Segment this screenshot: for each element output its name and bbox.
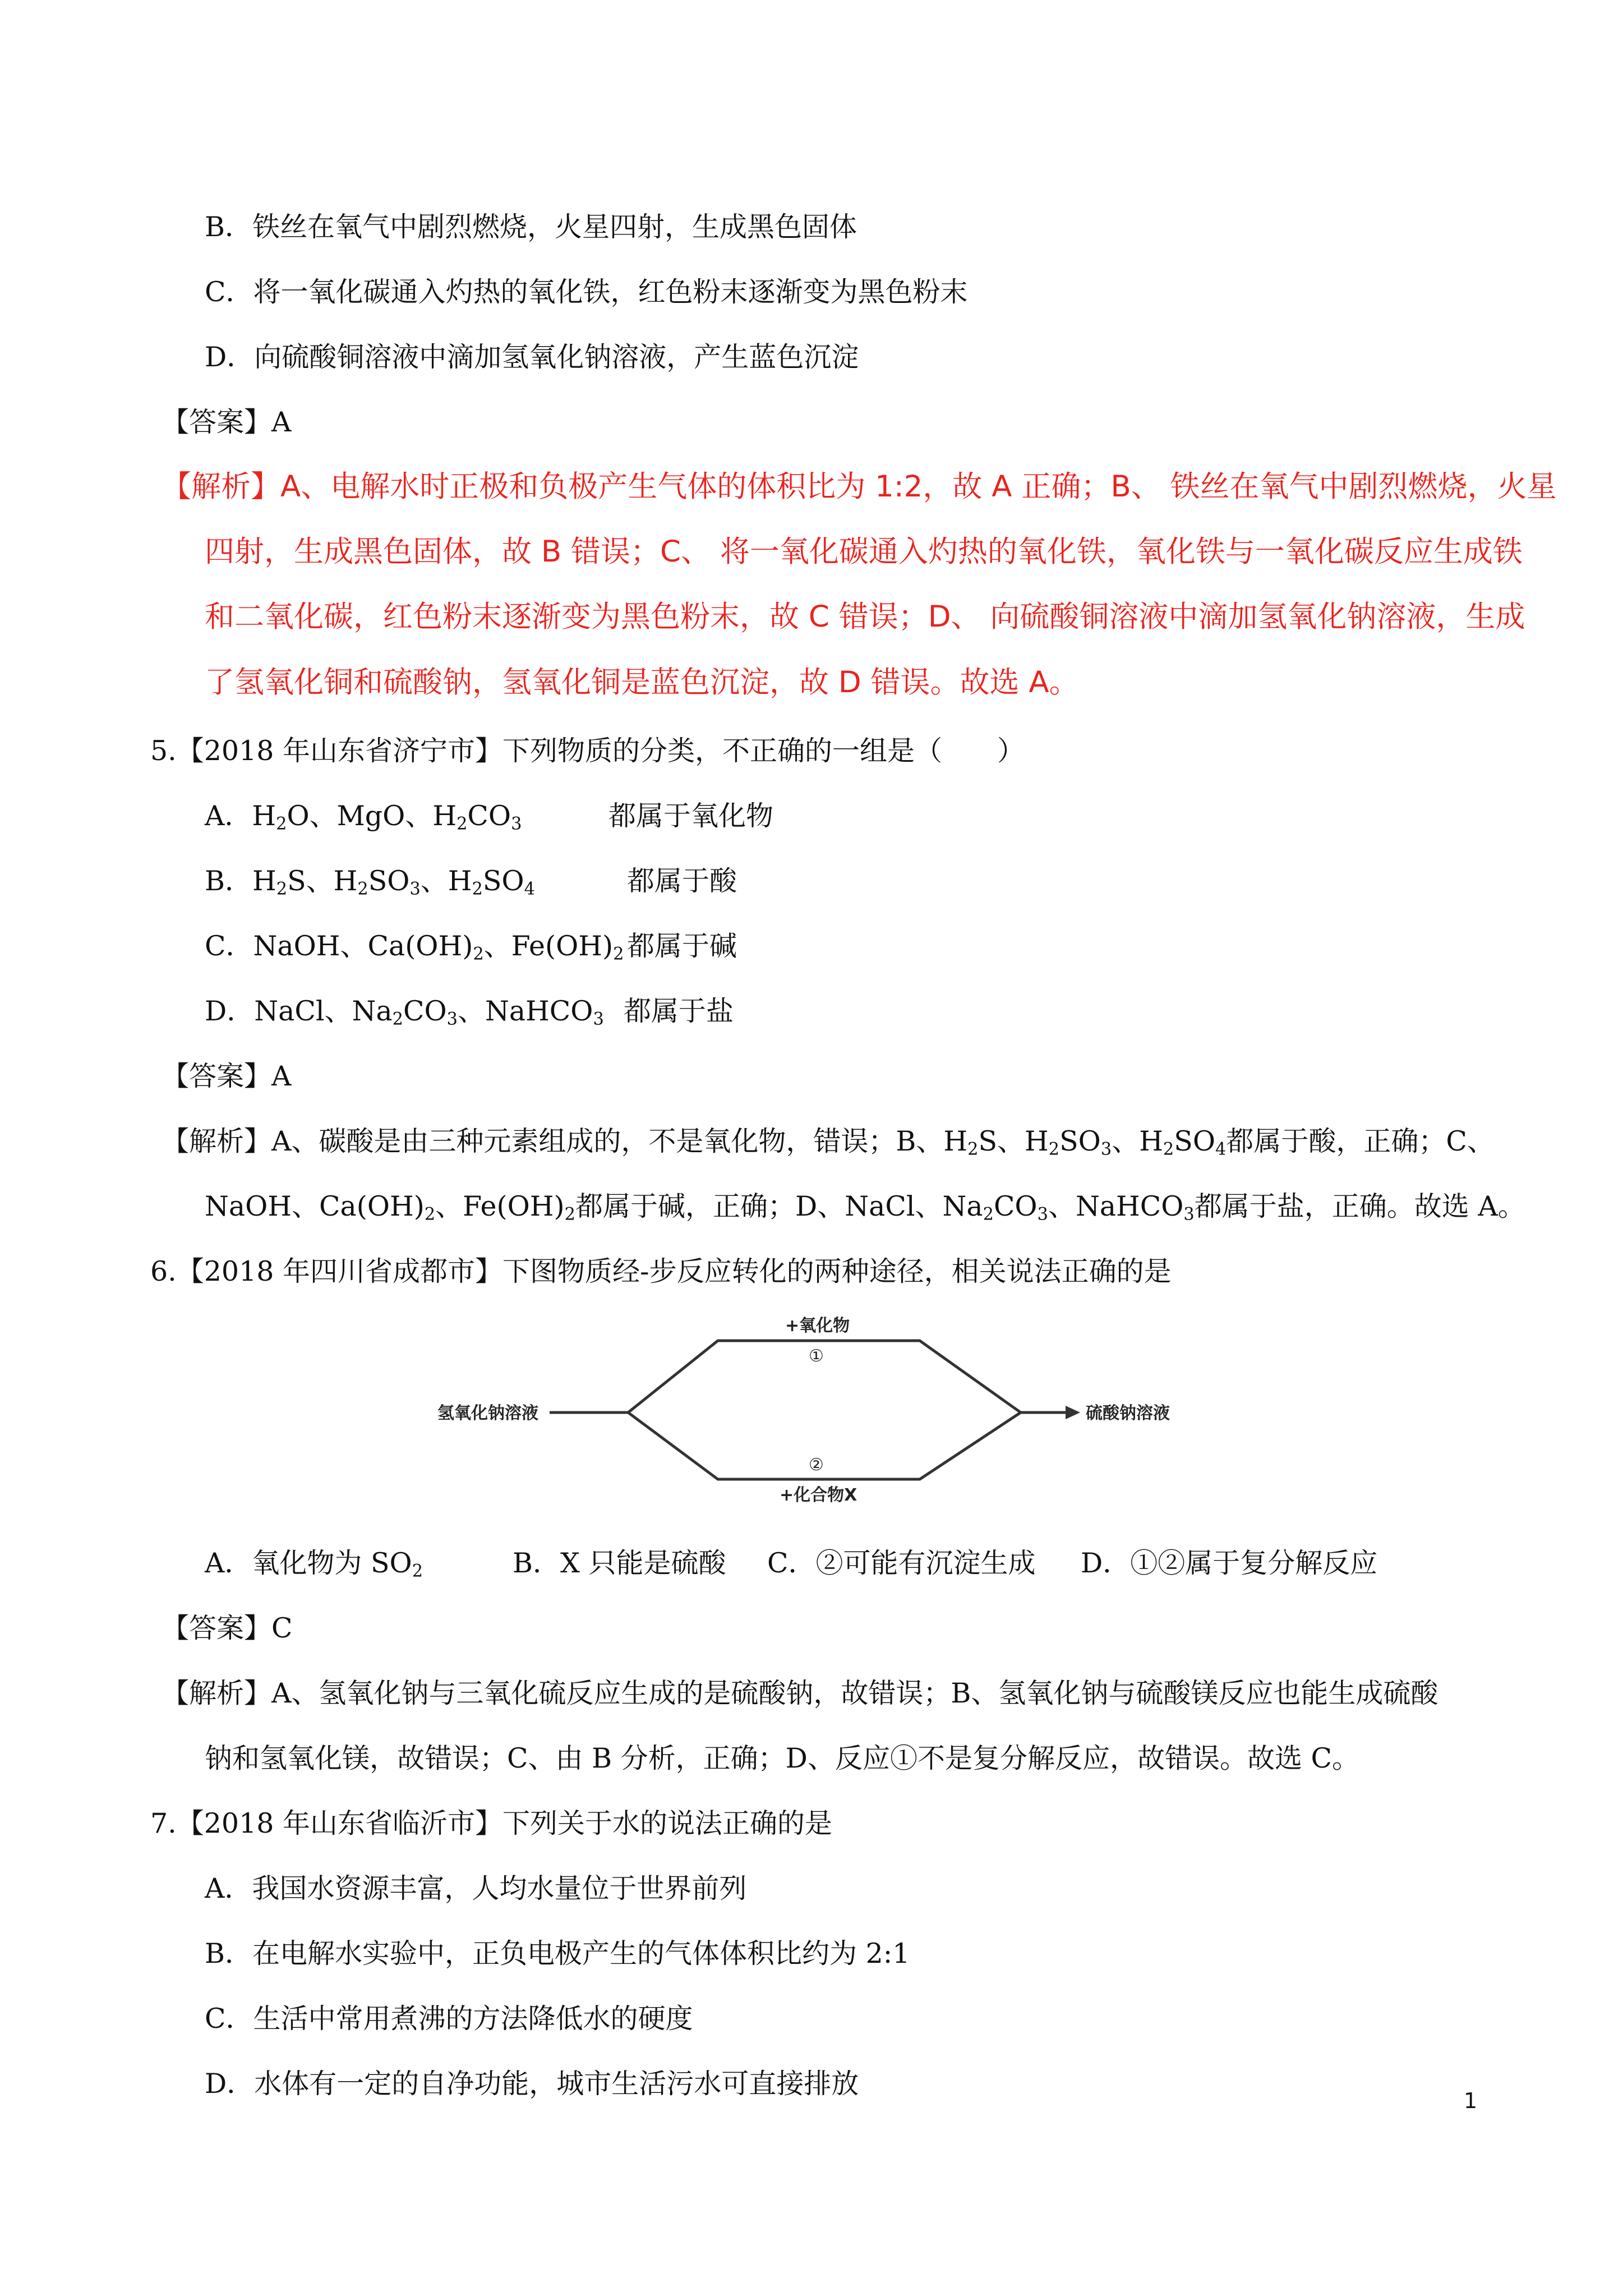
upper-pathway-line	[628, 1341, 1021, 1412]
q5-option-b: B．$H_2S$、$H_2SO_3$、$H_2SO_4$	[205, 865, 535, 899]
q5-option-c-category: 都属于碱	[627, 930, 737, 962]
lower-pathway-line	[628, 1412, 1021, 1479]
q4-analysis-line-1: 【解析】A、电解水时正极和负极产生气体的体积比为 1:2，故 A 正确；B、 铁丝在氧气中剧烈燃烧，火星	[162, 470, 1557, 504]
q6-stem: 6.【2018 年四川省成都市】下图物质经-步反应转化的两种途径，相关说法正确的是	[150, 1255, 1172, 1287]
q5-option-a-category: 都属于氧化物	[608, 800, 774, 832]
q6-option-c: C．②可能有沉淀生成	[767, 1547, 1036, 1579]
q6-analysis-line-1: 【解析】A、氢氧化钠与三氧化硫反应生成的是硫酸钠，故错误；B、氢氧化钠与硫酸镁反应也能生成硫酸	[162, 1677, 1438, 1709]
q5-option-b-category: 都属于酸	[627, 865, 737, 897]
q5-answer: 【答案】A	[162, 1060, 292, 1092]
q6-option-a: A．氧化物为 $SO_2$	[205, 1547, 423, 1581]
reaction-pathway-diagram	[426, 1310, 1211, 1517]
q5-option-d: D．NaCl、$Na_2CO_3$、NaHCO$_3$	[205, 995, 604, 1029]
q5-stem: 5.【2018 年山东省济宁市】下列物质的分类，不正确的一组是（ ）	[150, 735, 1025, 767]
q4-analysis-line-2: 四射，生成黑色固体，故 B 错误；C、 将一氧化碳通入灼热的氧化铁，氧化铁与一氧化碳反应生成铁	[205, 535, 1523, 569]
q7-stem: 7.【2018 年山东省临沂市】下列关于水的说法正确的是	[150, 1807, 833, 1839]
q4-option-c: C．将一氧化碳通入灼热的氧化铁，红色粉末逐渐变为黑色粉末	[205, 276, 968, 308]
q5-option-d-category: 都属于盐	[624, 995, 734, 1027]
q4-analysis-line-4: 了氢氧化铜和硫酸钠，氢氧化铜是蓝色沉淀，故 D 错误。故选 A。	[205, 665, 1079, 700]
diagram-right-label: 硫酸钠溶液	[1086, 1404, 1170, 1423]
q4-option-d: D．向硫酸铜溶液中滴加氢氧化钠溶液，产生蓝色沉淀	[205, 341, 859, 373]
diagram-bottom-number: ②	[809, 1455, 824, 1475]
q5-analysis-line-1: 【解析】A、碳酸是由三种元素组成的，不是氧化物，错误；B、$H_2S$、$H_2SO_3$、$H_2SO_4$都属于酸，正确；C、	[162, 1125, 1495, 1159]
q7-option-c: C．生活中常用煮沸的方法降低水的硬度	[205, 2003, 693, 2035]
q5-option-a: A．$H_2O$、MgO、$H_2CO_3$	[205, 800, 522, 834]
page-number: 1	[1464, 2088, 1478, 2113]
diagram-left-label: 氢氧化钠溶液	[437, 1404, 538, 1423]
q4-option-b: B．铁丝在氧气中剧烈燃烧，火星四射，生成黑色固体	[205, 211, 857, 243]
q6-analysis-line-2: 钠和氢氧化镁，故错误；C、由 B 分析，正确；D、反应①不是复分解反应，故错误。故选 C。	[205, 1742, 1360, 1774]
q6-option-d: D．①②属于复分解反应	[1081, 1547, 1378, 1579]
q7-option-d: D．水体有一定的自净功能，城市生活污水可直接排放	[205, 2068, 859, 2100]
q7-option-b: B．在电解水实验中，正负电极产生的气体体积比约为 2:1	[205, 1938, 910, 1970]
diagram-top-number: ①	[809, 1346, 824, 1366]
diagram-top-label: +氧化物	[785, 1316, 850, 1336]
q5-analysis-line-2: NaOH、$Ca(OH)_2$、$Fe(OH)_2$都属于碱，正确；D、NaCl、$Na_2CO_3$、NaHCO$_3$都属于盐，正确。故选 A。	[205, 1190, 1525, 1225]
diagram-bottom-label: +化合物X	[780, 1485, 857, 1505]
q4-analysis-line-3: 和二氧化碳，红色粉末逐渐变为黑色粉末，故 C 错误；D、 向硫酸铜溶液中滴加氢氧化钠溶液，生成	[205, 600, 1525, 634]
q4-answer: 【答案】A	[162, 406, 292, 438]
q7-option-a: A．我国水资源丰富，人均水量位于世界前列	[205, 1872, 747, 1904]
q6-answer: 【答案】C	[162, 1612, 293, 1644]
arrow-head-icon	[1066, 1406, 1080, 1419]
q6-option-b: B．X 只能是硫酸	[513, 1547, 726, 1579]
q5-option-c: C．NaOH、$Ca(OH)_2$、$Fe(OH)_2$	[205, 930, 624, 964]
